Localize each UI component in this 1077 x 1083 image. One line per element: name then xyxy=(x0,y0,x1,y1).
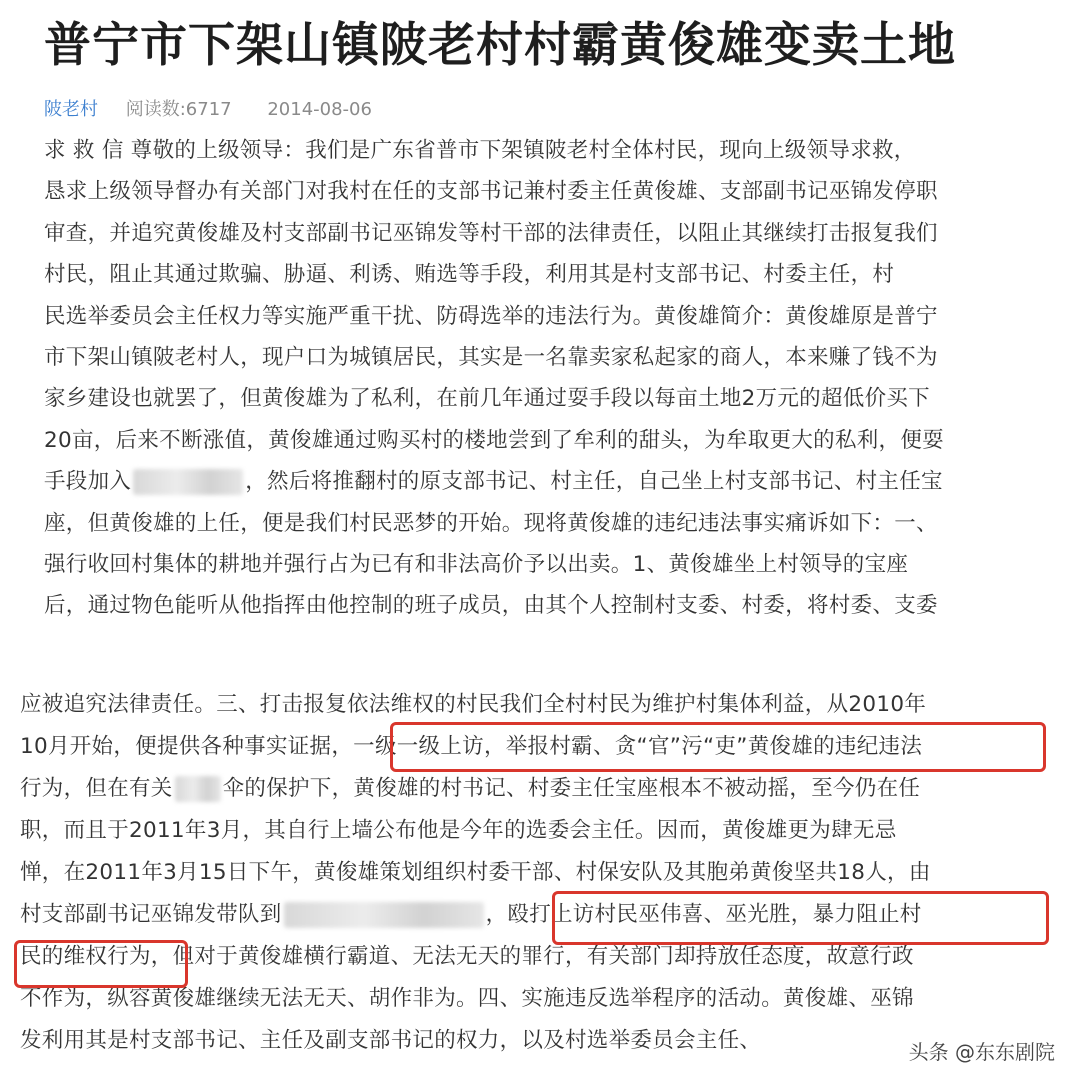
publish-date: 2014-08-06 xyxy=(267,99,372,120)
body-line: 应被追究法律责任。三、打击报复依法维权的村民我们全村村民为维护村集体利益，从2010年 xyxy=(20,692,927,717)
body-line: 惮，在2011年3月15日下午，黄俊雄策划组织村委干部、村保安队及其胞弟黄俊坚共18人，由 xyxy=(20,860,931,885)
body-line: 村支部副书记巫锦发带队到 ，殴打上访村民巫伟喜、巫光胜，暴力阻止村 xyxy=(20,902,922,927)
body-line: 职，而且于2011年3月，其自行上墙公布他是今年的选委会主任。因而，黄俊雄更为肆无忌 xyxy=(20,818,897,843)
redaction-blur xyxy=(284,902,484,928)
body-line: 手段加入 ，然后将推翻村的原支部书记、村主任，自己坐上村支部书记、村主任宝 xyxy=(44,469,943,495)
redaction-blur xyxy=(175,776,221,802)
body-line: 市下架山镇陂老村人，现户口为城镇居民，其实是一名靠卖家私起家的商人，本来赚了钱不为 xyxy=(44,345,938,371)
body-line: 20亩，后来不断涨值，黄俊雄通过购买村的楼地尝到了牟利的甜头，为牟取更大的私利，便耍 xyxy=(44,427,944,453)
body-line: 后，通过物色能听从他指挥由他控制的班子成员，由其个人控制村支委、村委，将村委、支委 xyxy=(44,593,938,619)
body-line: 民的维权行为，但对于黄俊雄横行霸道、无法无天的罪行，有关部门却持放任态度，故意行政 xyxy=(20,944,914,969)
redaction-blur xyxy=(133,469,243,495)
body-line: 求 救 信 尊敬的上级领导：我们是广东省普市下架镇陂老村全体村民，现向上级领导求救， xyxy=(44,138,916,163)
article-body-part1 xyxy=(44,130,1044,627)
body-line: 村民，阻止其通过欺骗、胁逼、利诱、贿选等手段，利用其是村支部书记、村委主任，村 xyxy=(44,262,895,288)
body-line: 10月开始，便提供各种事实证据，一级一级上访，举报村霸、贪“官”污“吏”黄俊雄的违纪违法 xyxy=(20,734,923,759)
author-link[interactable]: 陂老村 xyxy=(44,99,98,120)
body-line: 审查，并追究黄俊雄及村支部副书记巫锦发等村干部的法律责任，以阻止其继续打击报复我们 xyxy=(44,220,938,246)
body-line: 发利用其是村支部书记、主任及副支部书记的权力，以及村选举委员会主任、 xyxy=(20,1028,762,1053)
body-line: 强行收回村集体的耕地并强行占为已有和非法高价予以出卖。1、黄俊雄坐上村领导的宝座 xyxy=(44,552,909,578)
body-line: 家乡建设也就罢了，但黄俊雄为了私利，在前几年通过耍手段以每亩土地2万元的超低价买下 xyxy=(44,386,930,412)
article-meta xyxy=(44,94,372,126)
body-line: 民选举委员会主任权力等实施严重干扰、防碍选举的违法行为。黄俊雄简介：黄俊雄原是普宁 xyxy=(44,303,938,329)
body-line: 恳求上级领导督办有关部门对我村在任的支部书记兼村委主任黄俊雄、支部副书记巫锦发停职 xyxy=(44,179,938,205)
watermark: 头条 @东东剧院 xyxy=(905,1035,1059,1069)
body-line: 座，但黄俊雄的上任，便是我们村民恶梦的开始。现将黄俊雄的违纪违法事实痛诉如下：一、 xyxy=(44,510,938,536)
read-count: 阅读数:6717 xyxy=(125,99,232,120)
article-title: 普宁市下架山镇陂老村村霸黄俊雄变卖土地 xyxy=(44,18,956,73)
body-line: 行为，但在有关 伞的保护下，黄俊雄的村书记、村委主任宝座根本不被动摇，至今仍在任 xyxy=(20,776,921,801)
body-line: 不作为，纵容黄俊雄继续无法无天、胡作非为。四、实施违反选举程序的活动。黄俊雄、巫锦 xyxy=(20,986,914,1011)
article-body-part2 xyxy=(20,684,1060,1062)
section-gap xyxy=(0,648,1077,676)
